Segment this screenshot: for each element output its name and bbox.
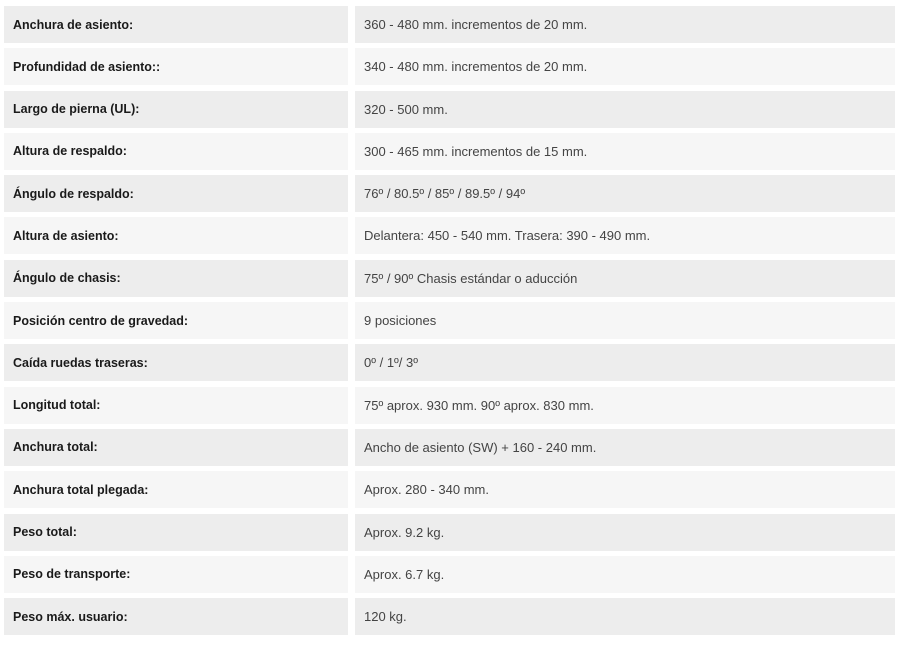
- spec-value: 320 - 500 mm.: [355, 91, 895, 128]
- spec-label: Peso de transporte:: [4, 556, 348, 593]
- spec-label: Ángulo de respaldo:: [4, 175, 348, 212]
- spec-row-total-length: [4, 387, 895, 424]
- spec-value: Delantera: 450 - 540 mm. Trasera: 390 - 490 mm.: [355, 217, 895, 254]
- spec-label: Anchura total plegada:: [4, 471, 348, 508]
- spec-value: Aprox. 6.7 kg.: [355, 556, 895, 593]
- spec-label: Peso total:: [4, 514, 348, 551]
- spec-value: 0º / 1º/ 3º: [355, 344, 895, 381]
- spec-value: Aprox. 9.2 kg.: [355, 514, 895, 551]
- spec-label: Anchura total:: [4, 429, 348, 466]
- spec-row-seat-width: [4, 6, 895, 43]
- spec-row-total-weight: [4, 514, 895, 551]
- spec-value: 300 - 465 mm. incrementos de 15 mm.: [355, 133, 895, 170]
- spec-row-rear-wheel-camber: [4, 344, 895, 381]
- spec-label: Caída ruedas traseras:: [4, 344, 348, 381]
- spec-value: 9 posiciones: [355, 302, 895, 339]
- spec-value: 120 kg.: [355, 598, 895, 635]
- spec-value: Aprox. 280 - 340 mm.: [355, 471, 895, 508]
- spec-value: 360 - 480 mm. incrementos de 20 mm.: [355, 6, 895, 43]
- spec-value: 76º / 80.5º / 85º / 89.5º / 94º: [355, 175, 895, 212]
- spec-label: Profundidad de asiento::: [4, 48, 348, 85]
- spec-value: Ancho de asiento (SW) + 160 - 240 mm.: [355, 429, 895, 466]
- spec-row-leg-length: [4, 91, 895, 128]
- spec-value: 340 - 480 mm. incrementos de 20 mm.: [355, 48, 895, 85]
- spec-table: [4, 6, 895, 640]
- spec-label: Altura de respaldo:: [4, 133, 348, 170]
- spec-label: Ángulo de chasis:: [4, 260, 348, 297]
- spec-row-center-of-gravity: [4, 302, 895, 339]
- spec-row-transport-weight: [4, 556, 895, 593]
- spec-row-total-width: [4, 429, 895, 466]
- spec-value: 75º / 90º Chasis estándar o aducción: [355, 260, 895, 297]
- spec-row-backrest-height: [4, 133, 895, 170]
- spec-row-backrest-angle: [4, 175, 895, 212]
- spec-row-max-user-weight: [4, 598, 895, 635]
- spec-row-seat-depth: [4, 48, 895, 85]
- spec-row-folded-width: [4, 471, 895, 508]
- spec-value: 75º aprox. 930 mm. 90º aprox. 830 mm.: [355, 387, 895, 424]
- spec-row-frame-angle: [4, 260, 895, 297]
- spec-label: Largo de pierna (UL):: [4, 91, 348, 128]
- spec-label: Peso máx. usuario:: [4, 598, 348, 635]
- spec-label: Posición centro de gravedad:: [4, 302, 348, 339]
- spec-label: Altura de asiento:: [4, 217, 348, 254]
- spec-row-seat-height: [4, 217, 895, 254]
- spec-label: Anchura de asiento:: [4, 6, 348, 43]
- spec-label: Longitud total:: [4, 387, 348, 424]
